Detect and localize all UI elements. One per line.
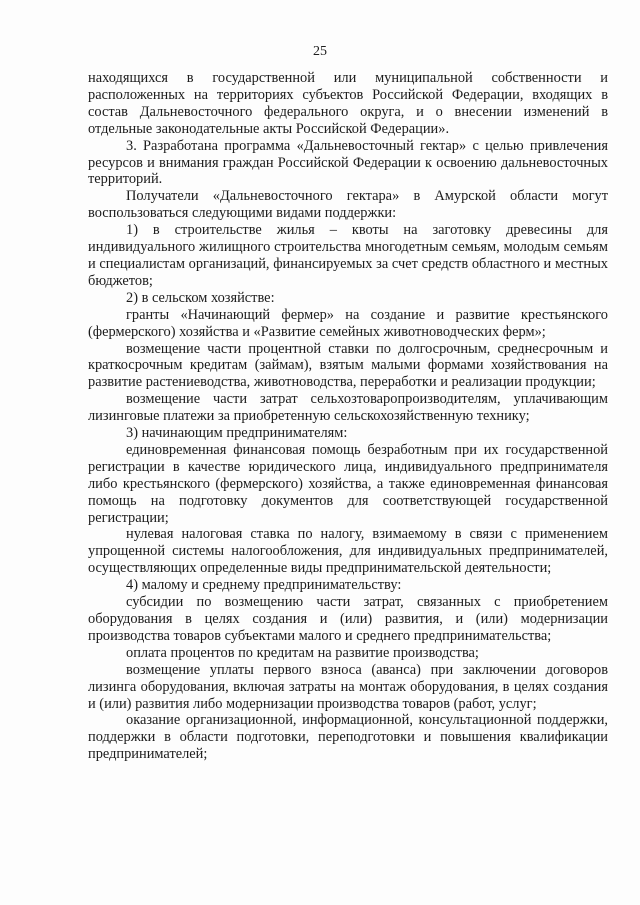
paragraph: возмещение уплаты первого взноса (аванса) при заключении договоров лизинга оборудования, включая затраты на монтаж оборудования, в целях создания и (или) развития либо модернизации производства товаров (работ, услуг; — [88, 661, 608, 712]
document-body — [88, 70, 608, 763]
paragraph: 2) в сельском хозяйстве: — [126, 289, 275, 306]
paragraph: оплата процентов по кредитам на развитие производства; — [126, 644, 479, 661]
paragraph: гранты «Начинающий фермер» на создание и развитие крестьянского (фермерского) хозяйства и «Развитие семейных животноводческих ферм»; — [88, 306, 608, 340]
paragraph: Получатели «Дальневосточного гектара» в Амурской области могут воспользоваться следующими видами поддержки: — [88, 188, 608, 222]
paragraph: единовременная финансовая помощь безработным при их государственной регистрации в качестве юридического лица, индивидуального предпринимателя либо крестьянского (фермерского) хозяйства, а также единовременная финансовая помощь на подготовку документов для соответствующей государственной регистрации; — [88, 441, 608, 526]
paragraph: находящихся в государственной или муниципальной собственности и расположенных на территориях субъектов Российской Федерации, входящих в состав Дальневосточного федерального округа, и о внесении изменений в отдельные законодательные акты Российской Федерации». — [88, 70, 608, 137]
paragraph: 1) в строительстве жилья – квоты на заготовку древесины для индивидуального жилищного строительства многодетным семьям, молодым семьям и специалистам организаций, финансируемых за счет средств областного и местных бюджетов; — [88, 222, 608, 289]
paragraph: возмещение части затрат сельхозтоваропроизводителям, уплачивающим лизинговые платежи за приобретенную сельскохозяйственную технику; — [88, 391, 608, 425]
paragraph: 3) начинающим предпринимателям: — [126, 425, 348, 442]
paragraph: субсидии по возмещению части затрат, связанных с приобретением оборудования в целях создания и (или) развития, и (или) модернизации производства товаров субъектами малого и среднего предпринимательства; — [88, 594, 608, 644]
paragraph: возмещение части процентной ставки по долгосрочным, среднесрочным и краткосрочным кредитам (займам), взятым малыми формами хозяйствования на развитие растениеводства, животноводства, переработки и реализации продукции; — [88, 340, 608, 391]
paragraph: 4) малому и среднему предпринимательству: — [126, 577, 402, 594]
paragraph: нулевая налоговая ставка по налогу, взимаемому в связи с применением упрощенной системы налогообложения, для индивидуальных предпринимателей, осуществляющих определенные виды предпринимательской деятельности; — [88, 526, 608, 577]
paragraph: оказание организационной, информационной, консультационной поддержки, поддержки в области подготовки, переподготовки и повышения квалификации предпринимателей; — [88, 712, 608, 763]
page-number: 25 — [313, 44, 327, 59]
paragraph: 3. Разработана программа «Дальневосточный гектар» с целью привлечения ресурсов и внимания граждан Российской Федерации к освоению дальневосточных территорий. — [88, 137, 608, 188]
